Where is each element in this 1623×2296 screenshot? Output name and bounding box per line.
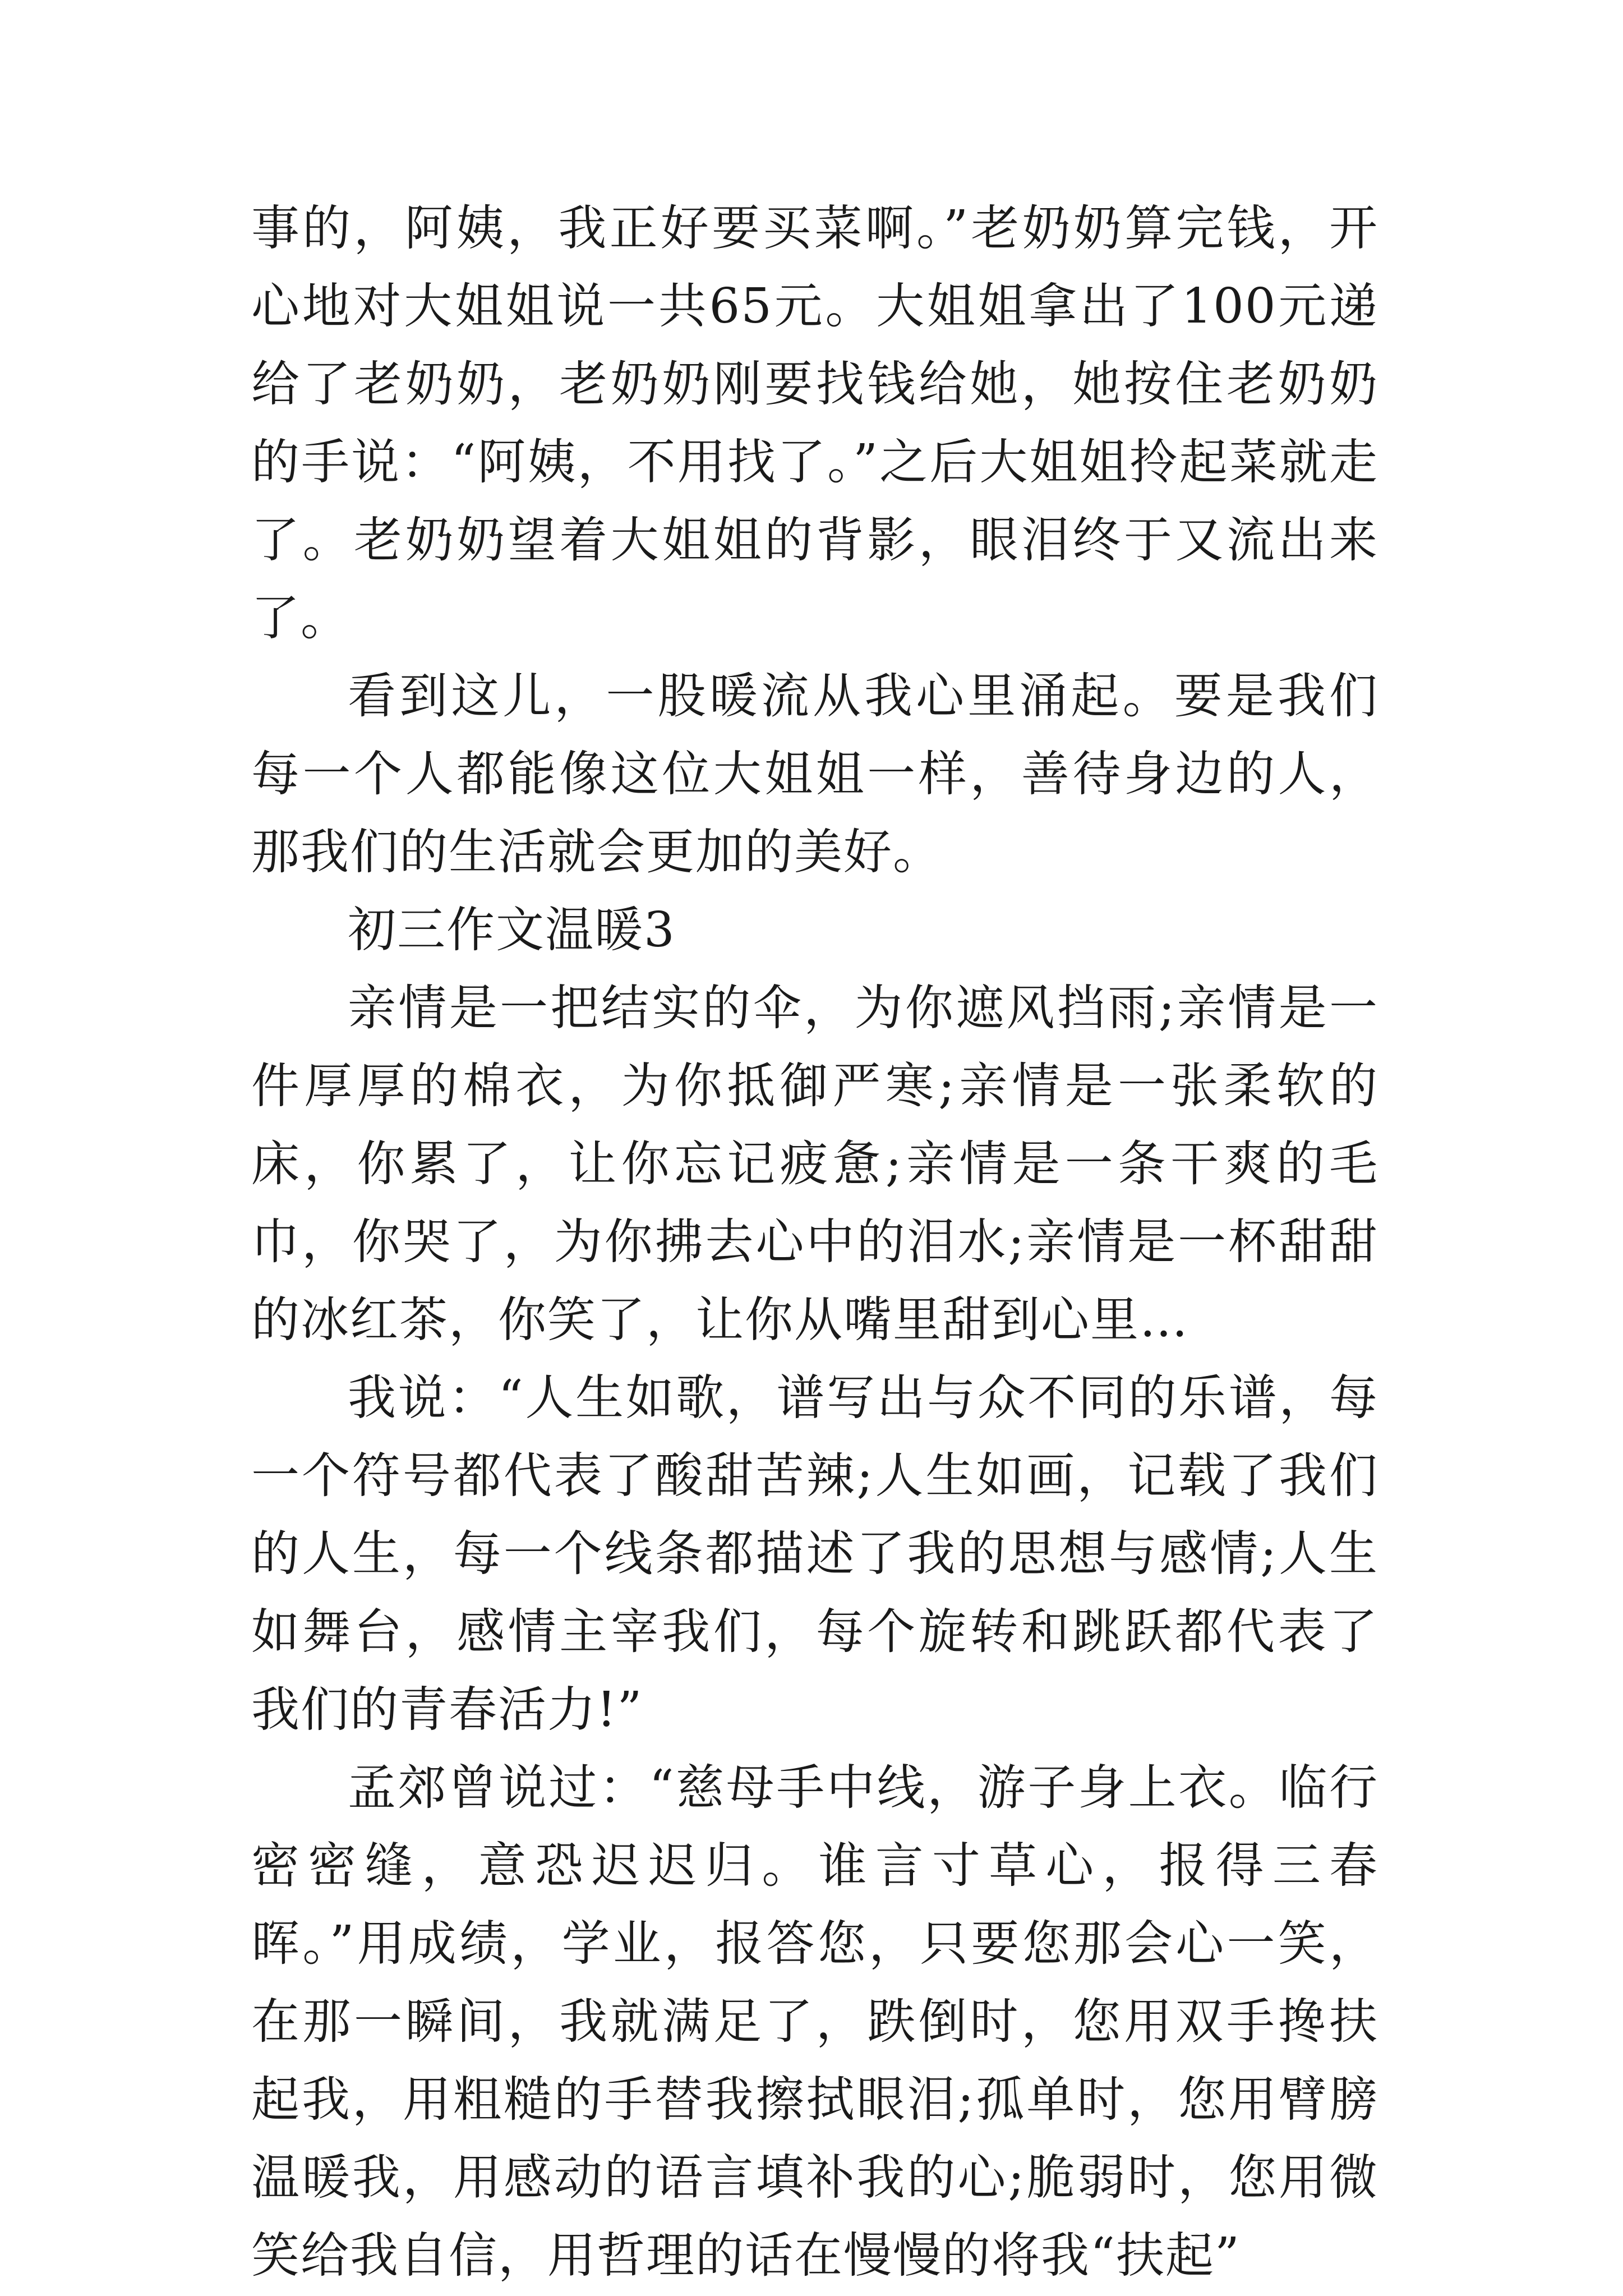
- section-heading: 初三作文温暖3: [348, 902, 676, 958]
- paragraph-4: 我说：“人生如歌，谱写出与众不同的乐谱，每一个符号都代表了酸甜苦辣;人生如画，记载了我们的人生，每一个线条都描述了我的思想与感情;人生如舞台，感情主宰我们，每个旋转和跳跃都代表了我们的青春活力!”: [251, 1370, 1378, 1738]
- paragraph-5: 孟郊曾说过：“慈母手中线，游子身上衣。临行密密缝，意恐迟迟归。谁言寸草心，报得三春晖。”用成绩，学业，报答您，只要您那会心一笑，在那一瞬间，我就满足了，跌倒时，您用双手搀扶起我，用粗糙的手替我擦拭眼泪;孤单时，您用臂膀温暖我，用感动的语言填补我的心;脆弱时，您用微笑给我自信，用哲理的话在慢慢的将我“扶起”: [251, 1760, 1378, 2284]
- paragraph-3: 亲情是一把结实的伞，为你遮风挡雨;亲情是一件厚厚的棉衣，为你抵御严寒;亲情是一张柔软的床，你累了，让你忘记疲惫;亲情是一条干爽的毛巾，你哭了，为你拂去心中的泪水;亲情是一杯甜甜的冰红茶，你笑了，让你从嘴里甜到心里…: [251, 980, 1378, 1348]
- paragraph-1: 事的，阿姨，我正好要买菜啊。”老奶奶算完钱，开心地对大姐姐说一共65元。大姐姐拿出了100元递给了老奶奶，老奶奶刚要找钱给她，她按住老奶奶的手说：“阿姨，不用找了。”之后大姐姐拎起菜就走了。老奶奶望着大姐姐的背影，眼泪终于又流出来了。: [251, 200, 1378, 646]
- document-body: [251, 190, 1378, 2295]
- paragraph-2: 看到这儿，一股暖流从我心里涌起。要是我们每一个人都能像这位大姐姐一样，善待身边的人，那我们的生活就会更加的美好。: [251, 668, 1378, 880]
